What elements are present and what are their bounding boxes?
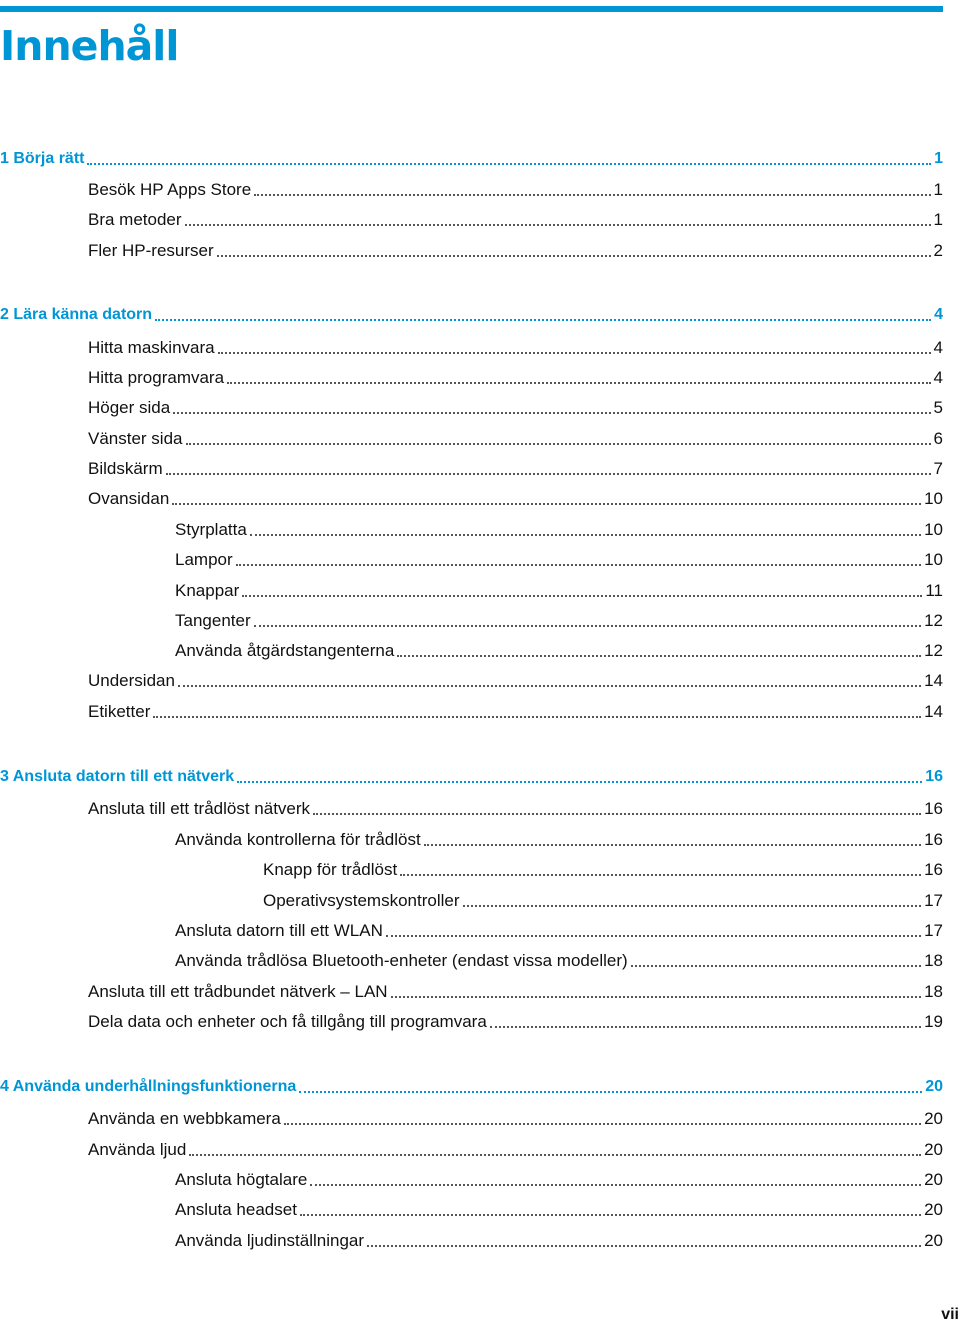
dot-leader [189, 1154, 921, 1156]
toc-entry-title: Hitta maskinvara [88, 338, 215, 357]
toc-entry-title: Ansluta datorn till ett WLAN [175, 921, 383, 940]
toc-entry-title: Tangenter [175, 611, 251, 630]
toc-entry[interactable] [175, 826, 943, 850]
toc-entry-title: Ovansidan [88, 489, 170, 508]
toc-entry-title: Styrplatta [175, 520, 247, 539]
dot-leader [237, 781, 922, 783]
dot-leader [186, 443, 931, 445]
toc-entry-title: Bra metoder [88, 210, 182, 229]
dot-leader [310, 1184, 921, 1186]
toc-entry[interactable] [88, 795, 943, 819]
toc-entry[interactable] [88, 1105, 943, 1129]
dot-leader [185, 224, 931, 226]
toc-entry-page: 16 [924, 830, 943, 849]
toc-entry-title: Bildskärm [88, 459, 163, 478]
toc-entry-title: Operativsystemskontroller [263, 891, 460, 910]
toc-entry[interactable] [175, 1227, 943, 1251]
toc-entry-page: 10 [924, 550, 943, 569]
toc-entry-title: Ansluta till ett trådbundet nätverk – LAN [88, 982, 388, 1001]
toc-entry-page: 1 [934, 150, 943, 167]
toc-entry-page: 4 [934, 306, 943, 323]
toc-entry-page: 6 [933, 429, 943, 448]
toc-entry-title: Ansluta headset [175, 1200, 297, 1219]
toc-entry[interactable] [175, 1166, 943, 1190]
toc-entry[interactable] [88, 206, 943, 230]
toc-entry[interactable] [88, 455, 943, 479]
toc-entry[interactable] [88, 176, 943, 200]
dot-leader [391, 996, 922, 998]
toc-entry[interactable] [175, 546, 943, 570]
toc-entry[interactable] [88, 364, 943, 388]
dot-leader [284, 1123, 921, 1125]
toc-entry[interactable] [88, 485, 943, 509]
toc-entry-title: Använda ljudinställningar [175, 1231, 365, 1250]
toc-entry-page: 17 [924, 891, 943, 910]
toc-entry-title: Använda en webbkamera [88, 1109, 281, 1128]
toc-entry-page: 20 [924, 1231, 943, 1250]
toc-entry-title: Använda ljud [88, 1140, 187, 1159]
dot-leader [300, 1214, 921, 1216]
dot-leader [173, 412, 930, 414]
toc-entry-page: 1 [933, 210, 943, 229]
toc-entry[interactable] [263, 887, 943, 911]
toc-entry-page: 16 [925, 768, 943, 785]
toc-entry-title: Knapp för trådlöst [263, 860, 398, 879]
dot-leader [236, 564, 921, 566]
toc-entry-title: Använda trådlösa Bluetooth-enheter (endast vissa modeller) [175, 951, 628, 970]
toc-entry-title: 2 Lära känna datorn [0, 306, 153, 323]
dot-leader [242, 595, 922, 597]
dot-leader [397, 655, 921, 657]
dot-leader [155, 319, 931, 321]
dot-leader [227, 382, 930, 384]
toc-entry-page: 20 [924, 1200, 943, 1219]
dot-leader [631, 965, 921, 967]
dot-leader [424, 844, 921, 846]
dot-leader [463, 905, 922, 907]
toc-entry-title: Vänster sida [88, 429, 183, 448]
toc-entry-page: 4 [933, 338, 943, 357]
toc-entry[interactable] [88, 237, 943, 261]
toc-entry-title: Ansluta till ett trådlöst nätverk [88, 799, 311, 818]
dot-leader [400, 874, 921, 876]
toc-entry-title: Använda åtgärdstangenterna [175, 641, 395, 660]
toc-entry-title: Använda kontrollerna för trådlöst [175, 830, 421, 849]
toc-entry-title: Etiketter [88, 702, 151, 721]
toc-entry-page: 10 [924, 520, 943, 539]
toc-entry-title: 1 Börja rätt [0, 150, 85, 167]
toc-entry-title: Undersidan [88, 671, 175, 690]
toc-entry[interactable] [263, 856, 943, 880]
dot-leader [218, 352, 931, 354]
dot-leader [87, 163, 931, 165]
dot-leader [254, 625, 921, 627]
toc-entry[interactable] [175, 607, 943, 631]
toc-entry[interactable] [88, 334, 943, 358]
dot-leader [250, 534, 921, 536]
header-rule [0, 6, 943, 12]
toc-entry-page: 16 [924, 799, 943, 818]
dot-leader [172, 503, 921, 505]
toc-entry-page: 19 [924, 1012, 943, 1031]
toc-entry-page: 14 [924, 702, 943, 721]
toc-entry[interactable] [88, 1008, 943, 1032]
toc-entry-title: Höger sida [88, 398, 171, 417]
toc-entry-title: Knappar [175, 581, 240, 600]
toc-entry-page: 2 [933, 241, 943, 260]
toc-entry-page: 1 [933, 180, 943, 199]
toc-entry-page: 20 [924, 1140, 943, 1159]
dot-leader [254, 194, 930, 196]
toc-entry[interactable] [88, 667, 943, 691]
toc-entry[interactable] [175, 947, 943, 971]
dot-leader [217, 255, 931, 257]
toc-entry-page: 10 [924, 489, 943, 508]
toc-chapter[interactable] [0, 145, 943, 169]
dot-leader [313, 813, 921, 815]
toc-entry-page: 20 [925, 1078, 943, 1095]
toc-entry[interactable] [175, 577, 943, 601]
toc-entry-page: 18 [924, 982, 943, 1001]
toc-entry-page: 5 [933, 398, 943, 417]
toc-chapter[interactable] [0, 301, 943, 325]
dot-leader [153, 716, 921, 718]
toc-entry-title: Fler HP-resurser [88, 241, 214, 260]
toc-entry-page: 18 [924, 951, 943, 970]
toc-entry[interactable] [175, 1196, 943, 1220]
toc-entry-title: 3 Ansluta datorn till ett nätverk [0, 768, 235, 785]
toc-entry[interactable] [88, 425, 943, 449]
toc-entry-page: 11 [925, 581, 943, 600]
dot-leader [367, 1245, 921, 1247]
toc-entry[interactable] [88, 394, 943, 418]
toc-entry-title: Ansluta högtalare [175, 1170, 308, 1189]
toc-entry-page: 17 [924, 921, 943, 940]
toc-entry[interactable] [88, 1136, 943, 1160]
toc-entry-title: Besök HP Apps Store [88, 180, 252, 199]
toc-entry-title: Hitta programvara [88, 368, 225, 387]
toc-entry[interactable] [175, 637, 943, 661]
page-title: Innehåll [0, 22, 179, 70]
dot-leader [166, 473, 931, 475]
toc-entry-title: 4 Använda underhållningsfunktionerna [0, 1078, 297, 1095]
dot-leader [386, 935, 921, 937]
toc-entry-title: Lampor [175, 550, 233, 569]
page-number: vii [941, 1306, 959, 1323]
toc-entry-page: 12 [924, 611, 943, 630]
toc-entry-page: 20 [924, 1109, 943, 1128]
toc-entry-page: 20 [924, 1170, 943, 1189]
dot-leader [490, 1026, 921, 1028]
dot-leader [299, 1091, 922, 1093]
toc-entry-page: 12 [924, 641, 943, 660]
toc-entry-page: 14 [924, 671, 943, 690]
toc-chapter[interactable] [0, 763, 943, 787]
toc-entry[interactable] [175, 516, 943, 540]
toc-chapter[interactable] [0, 1073, 943, 1097]
toc-entry-page: 4 [933, 368, 943, 387]
toc-entry-page: 16 [924, 860, 943, 879]
dot-leader [178, 685, 921, 687]
toc-entry-page: 7 [933, 459, 943, 478]
toc-entry[interactable] [88, 698, 943, 722]
toc-entry-title: Dela data och enheter och få tillgång till programvara [88, 1012, 487, 1031]
toc-entry[interactable] [175, 917, 943, 941]
toc-entry[interactable] [88, 978, 943, 1002]
